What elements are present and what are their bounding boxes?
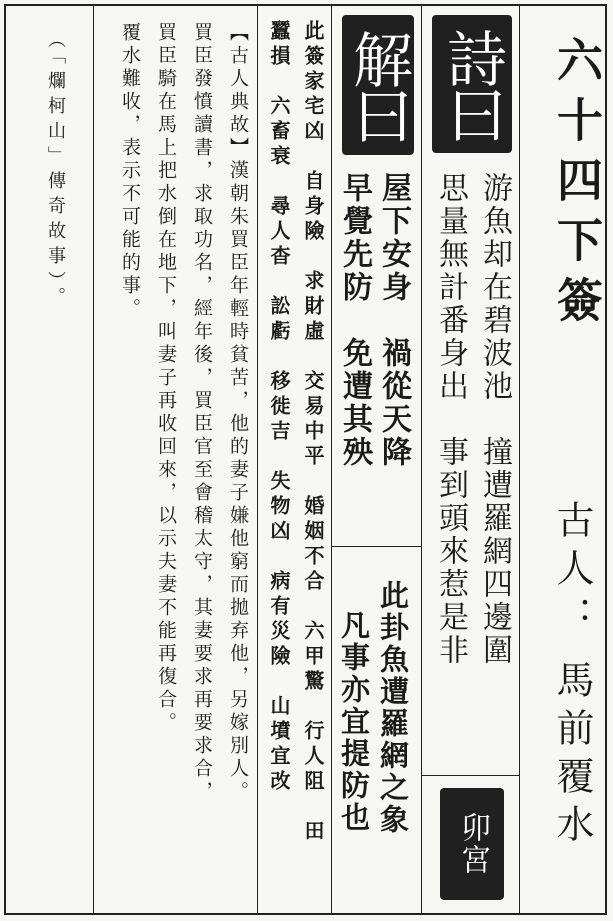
story-line-4: 覆水難收，表示不可能的事。 xyxy=(119,22,141,321)
sign-title: 六十四下簽 xyxy=(550,36,604,336)
divider-gua xyxy=(331,546,421,547)
story-line-2: 買臣發憤讀書，求取功名，經年後，買臣官至會稽太守，其妻要求再要求合， xyxy=(191,22,213,804)
jie-line-2: 早覺先防 免遭其殃 xyxy=(337,172,372,469)
divider-title xyxy=(519,4,520,915)
story-line-1: 【古人典故】漢朝朱買臣年輕時貧苦，他的妻子嫌他窮而拋弃他，另嫁別人。 xyxy=(227,22,249,804)
shi-label: 詩曰 xyxy=(432,15,512,153)
divider-qian xyxy=(257,4,258,915)
jie-line-1: 屋下安身 禍從天降 xyxy=(376,172,411,469)
palace-label: 卯宮 xyxy=(440,788,504,900)
divider-palace xyxy=(421,775,519,776)
ancient-label: 古人： xyxy=(550,500,594,644)
jie-label: 解曰 xyxy=(342,15,414,155)
ancient-name: 馬前覆水 xyxy=(550,660,594,852)
source-note: （「爛柯山」傳奇故事）。 xyxy=(45,30,66,312)
poem-line-1: 游魚却在碧波池 撞遭羅網四邊圍 xyxy=(477,172,512,667)
qian-line-2: 蠶損 六畜衰 尋人杳 訟虧 移徙吉 失物凶 病有災險 山墳宜改 xyxy=(267,20,291,795)
divider-poem xyxy=(421,4,422,915)
poem-line-2: 思量無計番身出 事到頭來惹是非 xyxy=(433,172,468,667)
gua-line-1: 此卦魚遭羅網之象 xyxy=(376,580,410,836)
divider-story xyxy=(93,4,94,915)
qian-line-1: 此簽家宅凶 自身險 求財虛 交易中平 婚姻不合 六甲驚 行人阻 田 xyxy=(301,20,325,845)
story-line-3: 買臣騎在馬上把水倒在地下，叫妻子再收回來，以示夫妻不能再復合。 xyxy=(155,22,177,735)
gua-line-2: 凡事亦宜提防也 xyxy=(337,610,371,834)
